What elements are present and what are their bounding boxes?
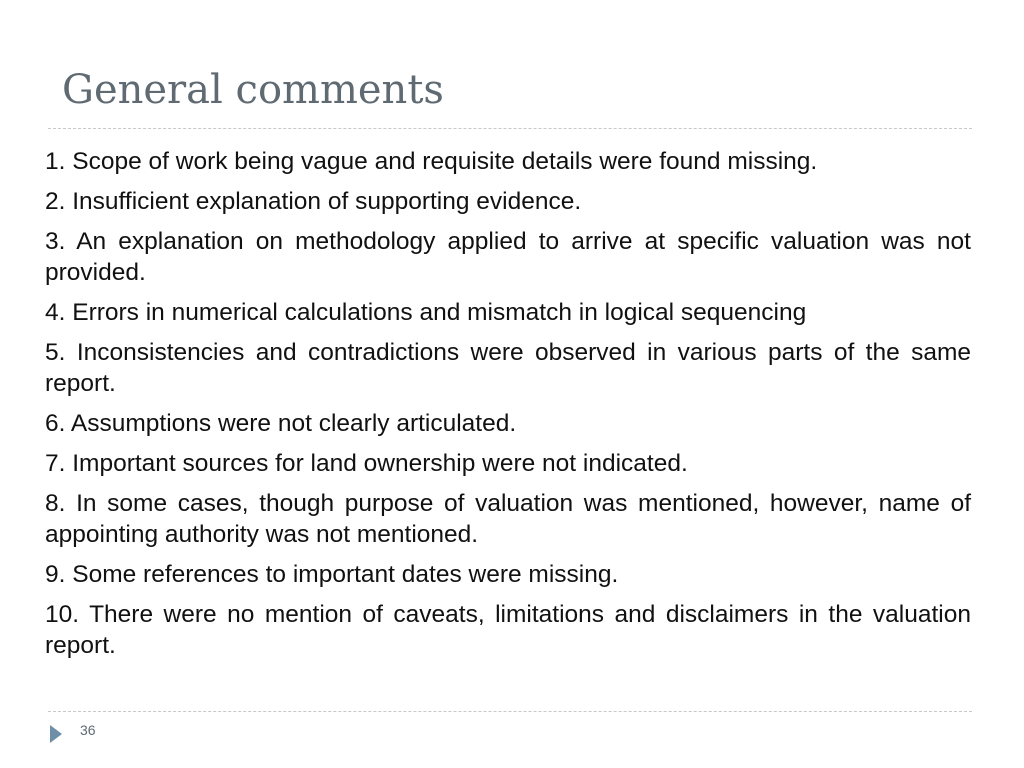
list-item: 10. There were no mention of caveats, limitations and disclaimers in the valuation report. [45,601,971,659]
list-item: 1. Scope of work being vague and requisite details were found missing. [45,148,818,175]
list-item: 2. Insufficient explanation of supporting evidence. [45,188,582,215]
list-item: 7. Important sources for land ownership were not indicated. [45,450,688,477]
list-item: 6. Assumptions were not clearly articulated. [45,410,517,437]
comments-list [45,146,971,670]
title-divider [48,128,972,129]
list-item: 5. Inconsistencies and contradictions were observed in various parts of the same report. [45,339,971,397]
list-item: 9. Some references to important dates were missing. [45,561,619,588]
page-number: 36 [80,722,96,738]
footer-divider [48,711,972,712]
list-item: 8. In some cases, though purpose of valuation was mentioned, however, name of appointing authority was not mentioned. [45,490,971,548]
slide-title: General comments [62,67,444,113]
triangle-bullet-icon [50,725,62,743]
list-item: 3. An explanation on methodology applied to arrive at specific valuation was not provided. [45,228,971,286]
list-item: 4. Errors in numerical calculations and mismatch in logical sequencing [45,299,807,326]
